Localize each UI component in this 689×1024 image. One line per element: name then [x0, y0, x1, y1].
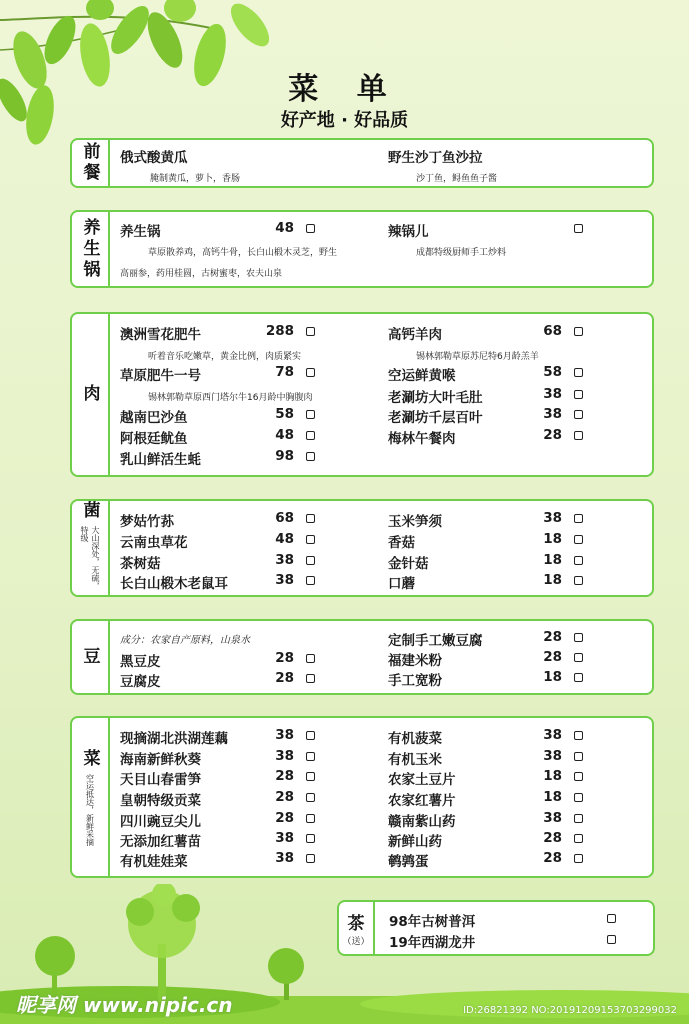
- menu-item-price: 28: [543, 649, 562, 665]
- menu-item-price: 18: [543, 552, 562, 568]
- menu-item-price: 28: [275, 650, 294, 666]
- order-checkbox[interactable]: [306, 410, 315, 419]
- order-checkbox[interactable]: [306, 854, 315, 863]
- order-checkbox[interactable]: [306, 752, 315, 761]
- menu-item-desc: 成都特级厨师手工炒料: [416, 248, 507, 258]
- category-sub: （送）: [342, 937, 370, 947]
- menu-item-price: 18: [543, 669, 562, 685]
- order-checkbox[interactable]: [574, 673, 583, 682]
- menu-item-price: 78: [275, 364, 294, 380]
- section-yangshengguo: [70, 210, 654, 288]
- menu-item-name: 98年古树普洱: [389, 914, 476, 930]
- menu-item-name: 俄式酸黄瓜: [120, 150, 188, 166]
- order-checkbox[interactable]: [306, 535, 315, 544]
- category-note: 空运抵达，新鲜采摘: [85, 773, 95, 846]
- category-note: 大山深处，无硫，特级: [80, 526, 100, 590]
- menu-item-name: 有机娃娃菜: [120, 854, 188, 870]
- menu-item-name: 辣锅儿: [388, 224, 429, 240]
- menu-item-price: 48: [275, 531, 294, 547]
- order-checkbox[interactable]: [306, 556, 315, 565]
- menu-item-price: 48: [275, 220, 294, 236]
- watermark-id: ID:26821392 NO:20191209153703299032: [463, 1005, 677, 1016]
- order-checkbox[interactable]: [574, 224, 583, 233]
- order-checkbox[interactable]: [574, 731, 583, 740]
- section-category: [72, 314, 110, 475]
- category-label: 豆: [79, 646, 100, 668]
- menu-item-name: 老涮坊大叶毛肚: [388, 390, 483, 406]
- order-checkbox[interactable]: [306, 793, 315, 802]
- menu-item-price: 28: [543, 850, 562, 866]
- category-label: 菜: [79, 748, 100, 770]
- section-cai: [70, 716, 654, 878]
- section-jun: [70, 499, 654, 597]
- menu-item-price: 48: [275, 427, 294, 443]
- category-label: 前餐: [79, 142, 100, 184]
- menu-item-desc: 草原散养鸡，高钙牛骨，长白山椴木灵芝，野生: [148, 248, 338, 258]
- menu-item-name: 皇朝特级贡菜: [120, 793, 201, 809]
- menu-item-name: 越南巴沙鱼: [120, 410, 188, 426]
- order-checkbox[interactable]: [306, 654, 315, 663]
- order-checkbox[interactable]: [306, 431, 315, 440]
- menu-item-name: 鹌鹑蛋: [388, 854, 429, 870]
- menu-item-name: 长白山椴木老鼠耳: [120, 576, 228, 592]
- menu-item-price: 98: [275, 448, 294, 464]
- category-label: 肉: [79, 384, 100, 405]
- menu-item-price: 38: [543, 510, 562, 526]
- category-label: 茶: [347, 914, 365, 934]
- menu-item-desc: 沙丁鱼，鲟鱼鱼子酱: [416, 174, 498, 184]
- menu-item-name: 定制手工嫩豆腐: [388, 633, 483, 649]
- order-checkbox[interactable]: [306, 224, 315, 233]
- order-checkbox[interactable]: [574, 390, 583, 399]
- menu-item-price: 18: [543, 789, 562, 805]
- order-checkbox[interactable]: [574, 633, 583, 642]
- order-checkbox[interactable]: [574, 772, 583, 781]
- menu-item-name: 有机玉米: [388, 752, 442, 768]
- menu-item-name: 无添加红薯苗: [120, 834, 201, 850]
- section-category: [72, 212, 110, 286]
- category-label: 菌: [79, 501, 100, 522]
- menu-item-name: 玉米笋须: [388, 514, 442, 530]
- menu-item-price: 38: [275, 748, 294, 764]
- menu-item-price: 38: [275, 572, 294, 588]
- menu-item-name: 有机菠菜: [388, 731, 442, 747]
- menu-item-name: 口蘑: [388, 576, 415, 592]
- order-checkbox[interactable]: [574, 327, 583, 336]
- menu-item-name: 金针菇: [388, 556, 429, 572]
- order-checkbox[interactable]: [306, 834, 315, 843]
- menu-item-price: 18: [543, 572, 562, 588]
- category-label: 养生锅: [79, 217, 100, 281]
- menu-item-price: 28: [275, 768, 294, 784]
- menu-item-name: 高钙羊肉: [388, 327, 442, 343]
- menu-item-name: 赣南紫山药: [388, 814, 456, 830]
- menu-item-price: 28: [275, 810, 294, 826]
- menu-item-price: 68: [275, 510, 294, 526]
- menu-item-price: 38: [275, 727, 294, 743]
- menu-item-name: 海南新鲜秋葵: [120, 752, 201, 768]
- order-checkbox[interactable]: [574, 410, 583, 419]
- order-checkbox[interactable]: [574, 431, 583, 440]
- section-category: [72, 140, 110, 186]
- page-subtitle: 好产地 · 好品质: [280, 110, 409, 131]
- menu-item-name: 茶树菇: [120, 556, 161, 572]
- menu-item-price: 28: [275, 670, 294, 686]
- menu-item-price: 28: [543, 427, 562, 443]
- menu-item-desc: 高丽参，药用桂圆，古树蜜枣，农夫山泉: [120, 269, 283, 279]
- menu-item-price: 28: [543, 830, 562, 846]
- menu-item-name: 澳洲雪花肥牛: [120, 327, 201, 343]
- order-checkbox[interactable]: [574, 576, 583, 585]
- menu-item-price: 38: [543, 386, 562, 402]
- menu-item-price: 68: [543, 323, 562, 339]
- menu-item-name: 香菇: [388, 535, 415, 551]
- section-qiancan: [70, 138, 654, 188]
- menu-item-price: 38: [543, 810, 562, 826]
- section-dou: [70, 619, 654, 695]
- menu-item-name: 天目山春雷笋: [120, 772, 201, 788]
- menu-item-name: 新鲜山药: [388, 834, 442, 850]
- section-category: [72, 718, 110, 876]
- menu-item-name: 农家红薯片: [388, 793, 456, 809]
- order-checkbox[interactable]: [574, 814, 583, 823]
- menu-item-price: 288: [265, 323, 294, 339]
- order-checkbox[interactable]: [306, 327, 315, 336]
- order-checkbox[interactable]: [574, 535, 583, 544]
- page-title: 菜 单: [288, 72, 401, 107]
- menu-item-desc: 锡林郭勒草原苏尼特6月龄羔羊: [416, 352, 539, 362]
- order-checkbox[interactable]: [306, 814, 315, 823]
- menu-item-price: 28: [543, 629, 562, 645]
- order-checkbox[interactable]: [574, 793, 583, 802]
- menu-item-desc: 锡林郭勒草原西门塔尔牛16月龄中胸腹肉: [148, 393, 313, 403]
- menu-item-name: 乳山鲜活生蚝: [120, 452, 201, 468]
- order-checkbox[interactable]: [306, 368, 315, 377]
- menu-item-desc: 腌制黄瓜，萝卜，香肠: [150, 174, 241, 184]
- order-checkbox[interactable]: [306, 514, 315, 523]
- menu-item-name: 梦姑竹荪: [120, 514, 174, 530]
- menu-item-name: 手工宽粉: [388, 673, 442, 689]
- menu-item-price: 18: [543, 531, 562, 547]
- order-checkbox[interactable]: [574, 556, 583, 565]
- menu-item-price: 38: [543, 748, 562, 764]
- menu-item-name: 现摘湖北洪湖莲藕: [120, 731, 228, 747]
- order-checkbox[interactable]: [574, 514, 583, 523]
- order-checkbox[interactable]: [306, 576, 315, 585]
- menu-item-price: 38: [543, 727, 562, 743]
- menu-item-price: 38: [275, 830, 294, 846]
- menu-item-desc: 听着音乐吃嫩草，黄金比例，肉质紧实: [148, 352, 302, 362]
- menu-item-name: 福建米粉: [388, 653, 442, 669]
- ingredients-note: 成分：农家自产原料，山泉水: [120, 635, 250, 646]
- menu-item-name: 草原肥牛一号: [120, 368, 201, 384]
- menu-item-price: 58: [275, 406, 294, 422]
- menu-item-price: 38: [275, 552, 294, 568]
- menu-item-price: 18: [543, 768, 562, 784]
- watermark-brand: 昵享网 www.nipic.cn: [16, 993, 233, 1017]
- menu-item-name: 云南虫草花: [120, 535, 188, 551]
- menu-item-name: 黑豆皮: [120, 654, 161, 670]
- menu-item-name: 老涮坊千层百叶: [388, 410, 483, 426]
- menu-item-price: 58: [543, 364, 562, 380]
- menu-item-name: 空运鲜黄喉: [388, 368, 456, 384]
- menu-item-name: 19年西湖龙井: [389, 935, 476, 951]
- order-checkbox[interactable]: [574, 854, 583, 863]
- section-category: [72, 621, 110, 693]
- menu-item-name: 梅林午餐肉: [388, 431, 456, 447]
- menu-item-name: 四川豌豆尖儿: [120, 814, 201, 830]
- order-checkbox[interactable]: [574, 368, 583, 377]
- menu-item-price: 38: [275, 850, 294, 866]
- order-checkbox[interactable]: [306, 674, 315, 683]
- order-checkbox[interactable]: [574, 653, 583, 662]
- section-rou: [70, 312, 654, 477]
- menu-item-name: 养生锅: [120, 224, 161, 240]
- menu-item-price: 28: [275, 789, 294, 805]
- order-checkbox[interactable]: [306, 772, 315, 781]
- menu-item-price: 38: [543, 406, 562, 422]
- order-checkbox[interactable]: [306, 452, 315, 461]
- menu-item-name: 阿根廷鱿鱼: [120, 431, 188, 447]
- order-checkbox[interactable]: [574, 752, 583, 761]
- menu-item-name: 野生沙丁鱼沙拉: [388, 150, 483, 166]
- section-category: [72, 501, 110, 595]
- menu-item-name: 农家土豆片: [388, 772, 456, 788]
- order-checkbox[interactable]: [306, 731, 315, 740]
- order-checkbox[interactable]: [574, 834, 583, 843]
- menu-item-name: 豆腐皮: [120, 674, 161, 690]
